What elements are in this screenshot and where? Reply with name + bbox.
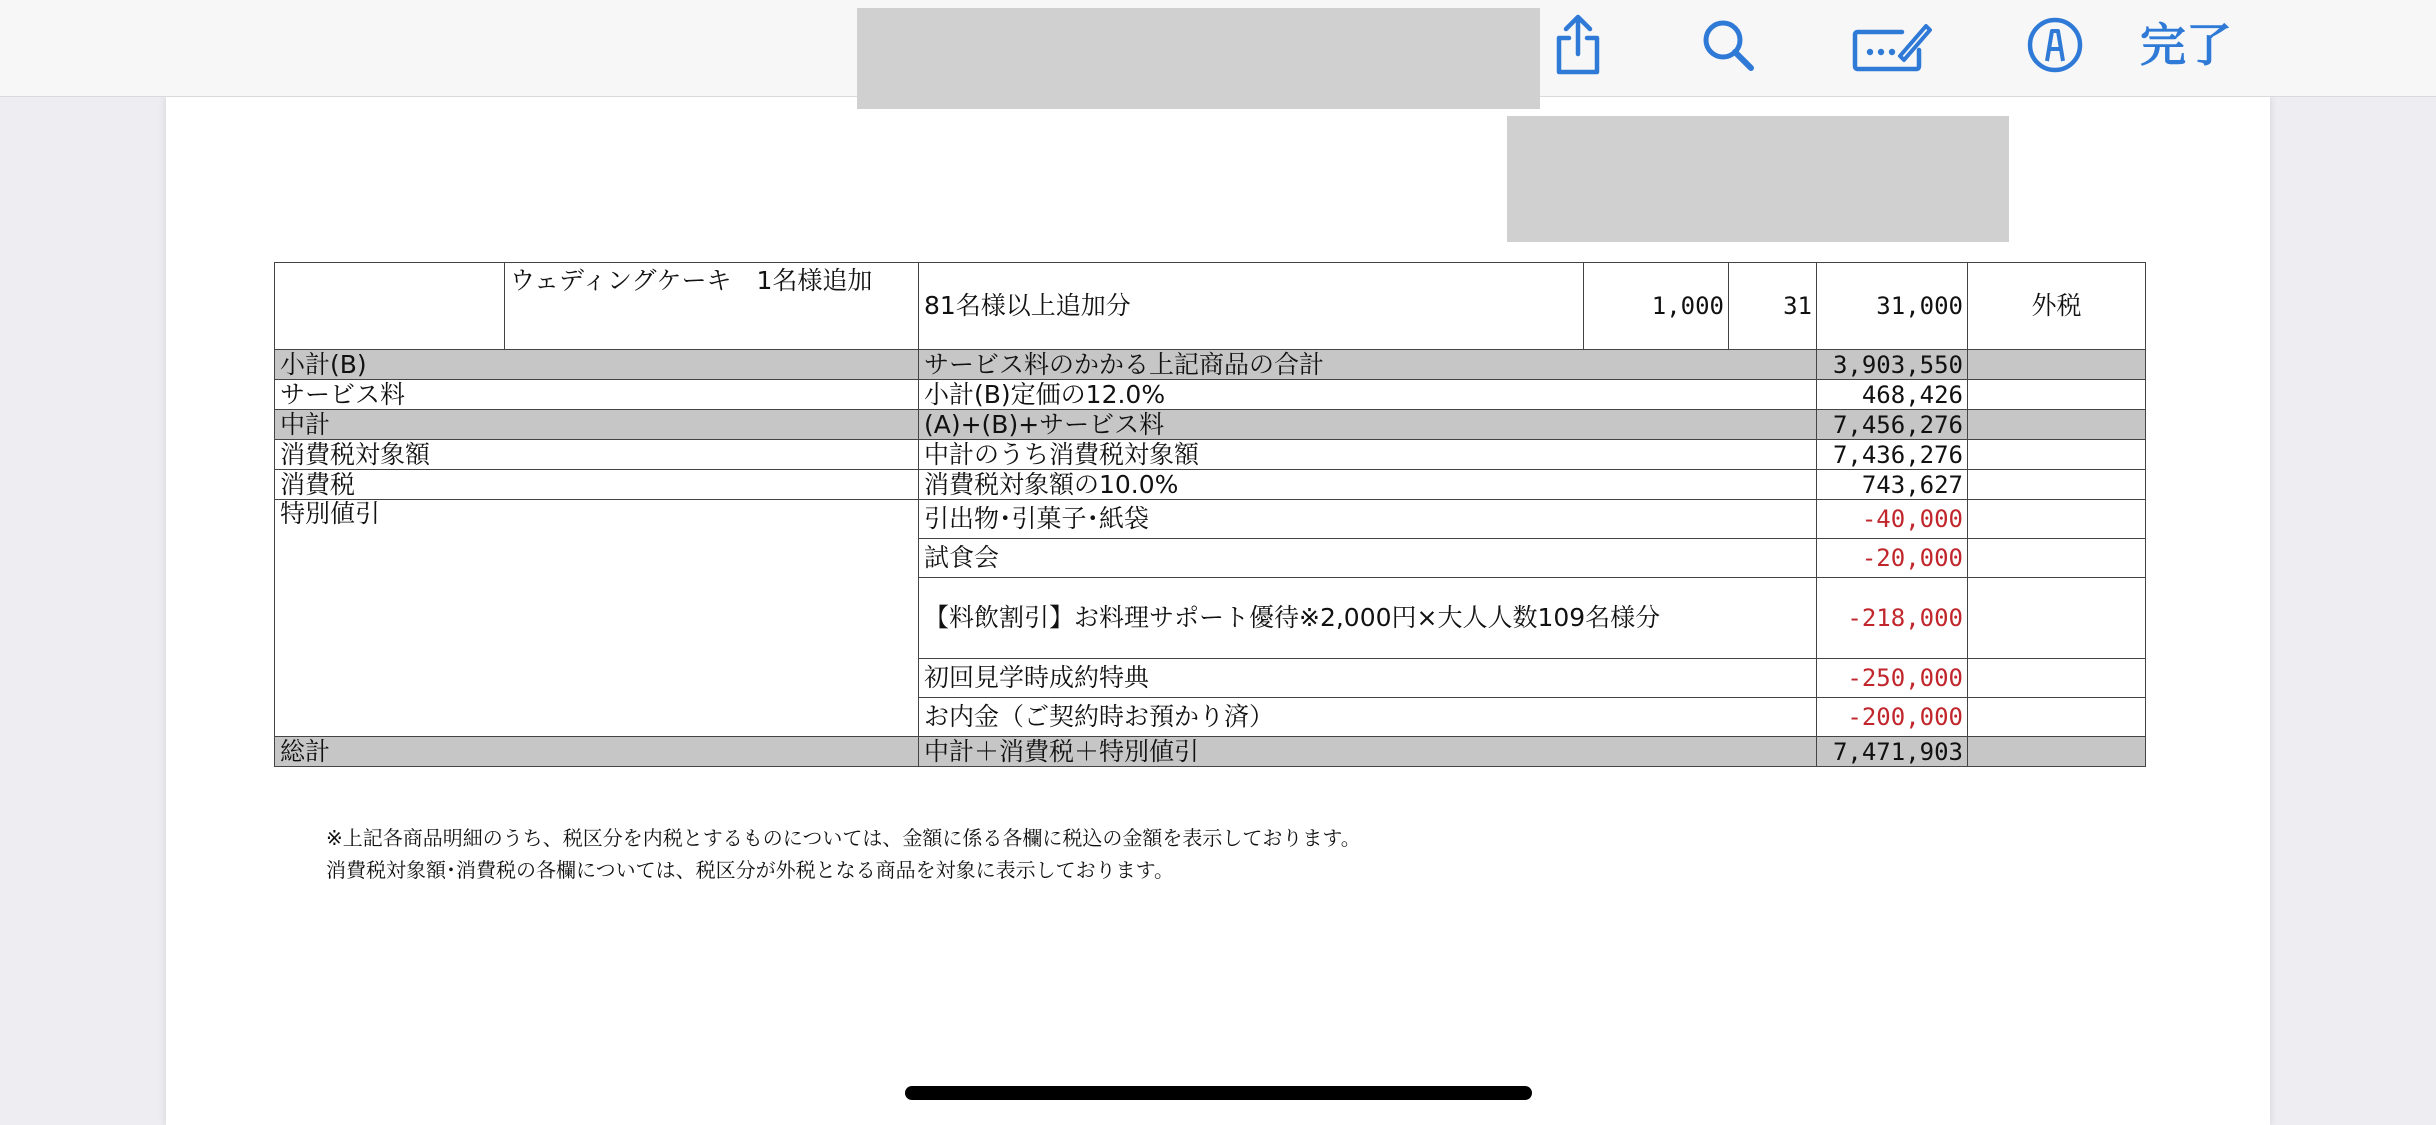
- unit-price: 1,000: [1584, 263, 1729, 350]
- discount-description: 引出物･引菓子･紙袋: [919, 500, 1817, 539]
- estimate-table: [274, 262, 2146, 767]
- quantity: 31: [1729, 263, 1817, 350]
- row-amount: 7,456,276: [1817, 410, 1968, 440]
- table-row: [275, 350, 2146, 380]
- table-cell: [1968, 659, 2146, 698]
- row-description: 消費税対象額の10.0%: [919, 470, 1817, 500]
- row-description: 小計(B)定価の12.0%: [919, 380, 1817, 410]
- table-cell: [275, 263, 505, 350]
- row-label: 小計(B): [275, 350, 919, 380]
- row-description: サービス料のかかる上記商品の合計: [919, 350, 1817, 380]
- row-label: 消費税対象額: [275, 440, 919, 470]
- item-amount: 31,000: [1817, 263, 1968, 350]
- discount-amount: -250,000: [1817, 659, 1968, 698]
- item-name: ウェディングケーキ 1名様追加: [505, 263, 919, 350]
- footnote-line: 消費税対象額･消費税の各欄については、税区分が外税となる商品を対象に表示しております。: [326, 858, 1174, 882]
- discount-description: 試食会: [919, 539, 1817, 578]
- table-row: [275, 263, 2146, 350]
- row-description: (A)+(B)+サービス料: [919, 410, 1817, 440]
- discount-description: 【料飲割引】お料理サポート優待※2,000円×大人人数109名様分: [919, 578, 1817, 659]
- table-cell: [1968, 440, 2146, 470]
- discount-amount: -20,000: [1817, 539, 1968, 578]
- row-label: サービス料: [275, 380, 919, 410]
- markup-icon[interactable]: [2026, 10, 2084, 80]
- row-label: 特別値引: [275, 500, 919, 737]
- redaction-box: [857, 8, 1540, 109]
- row-amount: 3,903,550: [1817, 350, 1968, 380]
- table-cell: [1968, 539, 2146, 578]
- row-description: 中計＋消費税＋特別値引: [919, 737, 1817, 767]
- table-cell: [1968, 380, 2146, 410]
- footnote-line: ※上記各商品明細のうち、税区分を内税とするものについては、金額に係る各欄に税込の金額を表示しております。: [326, 826, 1361, 850]
- table-cell: [1968, 500, 2146, 539]
- discount-amount: -40,000: [1817, 500, 1968, 539]
- tax-type: 外税: [1968, 263, 2146, 350]
- table-row: [275, 440, 2146, 470]
- table-cell: [1968, 698, 2146, 737]
- row-label: 総計: [275, 737, 919, 767]
- table-cell: [1968, 350, 2146, 380]
- footnotes: [326, 822, 1361, 886]
- table-cell: [1968, 737, 2146, 767]
- row-amount: 7,436,276: [1817, 440, 1968, 470]
- table-cell: [1968, 470, 2146, 500]
- table-cell: [1968, 410, 2146, 440]
- discount-amount: -218,000: [1817, 578, 1968, 659]
- table-cell: [1968, 578, 2146, 659]
- done-button[interactable]: 完了: [2140, 18, 2232, 72]
- row-label: 消費税: [275, 470, 919, 500]
- row-amount: 468,426: [1817, 380, 1968, 410]
- row-label: 中計: [275, 410, 919, 440]
- signature-icon[interactable]: [1852, 10, 1932, 80]
- discount-description: お内金（ご契約時お預かり済）: [919, 698, 1817, 737]
- table-row: [275, 410, 2146, 440]
- search-icon[interactable]: [1700, 10, 1756, 80]
- table-row: [275, 500, 2146, 539]
- share-icon[interactable]: [1552, 10, 1604, 80]
- row-description: 中計のうち消費税対象額: [919, 440, 1817, 470]
- row-amount: 743,627: [1817, 470, 1968, 500]
- item-description: 81名様以上追加分: [919, 263, 1584, 350]
- total-amount: 7,471,903: [1817, 737, 1968, 767]
- discount-amount: -200,000: [1817, 698, 1968, 737]
- home-indicator[interactable]: [905, 1086, 1532, 1100]
- table-row: [275, 737, 2146, 767]
- discount-description: 初回見学時成約特典: [919, 659, 1817, 698]
- table-row: [275, 470, 2146, 500]
- redaction-box: [1507, 116, 2009, 242]
- table-row: [275, 380, 2146, 410]
